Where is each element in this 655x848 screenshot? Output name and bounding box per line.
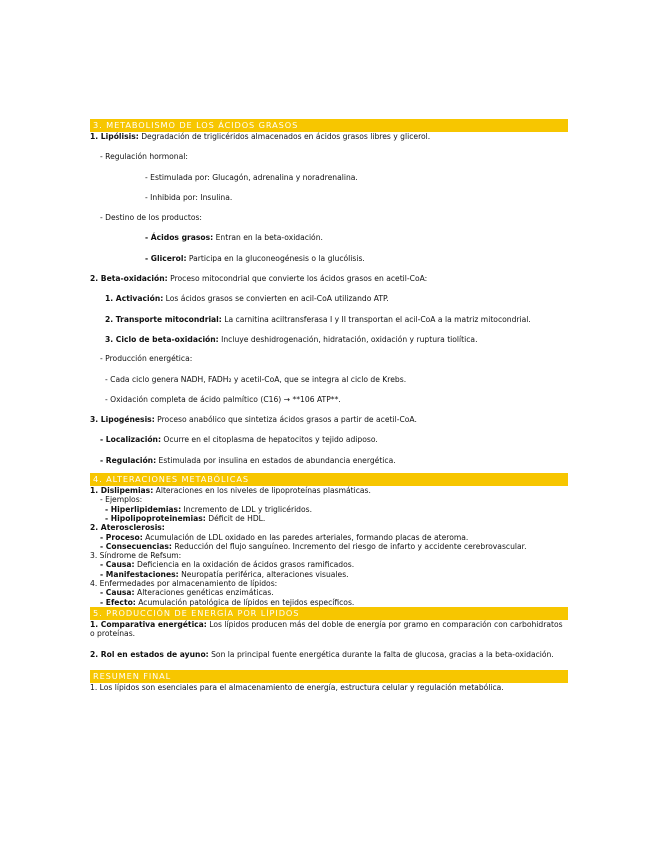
causa-refsum-item: - Causa: Deficiencia en la oxidación de ácidos grasos ramificados.	[100, 560, 355, 570]
regulacion-lipogenesis-item: - Regulación: Estimulada por insulina en estados de abundancia energética.	[100, 455, 396, 465]
consecuencias-item: - Consecuencias: Reducción del flujo sanguíneo. Incremento del riesgo de infarto y accidente cerebrovascular.	[100, 541, 527, 551]
aterosclerosis-item: 2. Aterosclerosis:	[90, 523, 165, 533]
proceso-item: - Proceso: Acumulación de LDL oxidado en las paredes arteriales, formando placas de ateroma.	[100, 532, 469, 542]
acidos-grasos-item: - Ácidos grasos: Entran en la beta-oxidación.	[145, 233, 323, 243]
inhibida-item: - Inhibida por: Insulina.	[145, 192, 233, 202]
efecto-item: - Efecto: Acumulación patológica de lípidos en tejidos específicos.	[100, 597, 355, 607]
document-page	[90, 119, 568, 692]
produccion-energetica: - Producción energética:	[100, 354, 193, 364]
destino-productos: - Destino de los productos:	[100, 213, 202, 223]
transporte-item: 2. Transporte mitocondrial: La carnitina aciltransferasa I y II transportan el acil-CoA a la matriz mitocondrial.	[105, 314, 531, 324]
beta-oxidacion-item: 2. Beta-oxidación: Proceso mitocondrial que convierte los ácidos grasos en acetil-CoA:	[90, 274, 428, 284]
resumen-header: RESUMEN FINAL	[90, 670, 568, 683]
rol-ayuno-item: 2. Rol en estados de ayuno: Son la principal fuente energética durante la falta de glucosa, gracias a la beta-oxidación.	[90, 649, 554, 659]
section-4-header: 4. ALTERACIONES METABÓLICAS	[90, 473, 568, 486]
activacion-item: 1. Activación: Los ácidos grasos se convierten en acil-CoA utilizando ATP.	[105, 294, 389, 304]
section-3-header: 3. METABOLISMO DE LOS ÁCIDOS GRASOS	[90, 119, 568, 132]
estimulada-item: - Estimulada por: Glucagón, adrenalina y noradrenalina.	[145, 172, 358, 182]
lipolisis-item: 1. Lipólisis: Degradación de triglicéridos almacenados en ácidos grasos libres y glicerol.	[90, 132, 431, 141]
cada-ciclo-item: - Cada ciclo genera NADH, FADH₂ y acetil-CoA, que se integra al ciclo de Krebs.	[105, 374, 407, 384]
manifestaciones-item: - Manifestaciones: Neuropatía periférica, alteraciones visuales.	[100, 569, 349, 579]
comparativa-item: 1. Comparativa energética: Los lípidos producen más del doble de energía por gramo en comparación con carbohidratos o proteínas.	[90, 619, 563, 639]
regulacion-hormonal: - Regulación hormonal:	[100, 152, 188, 162]
localizacion-item: - Localización: Ocurre en el citoplasma de hepatocitos y tejido adiposo.	[100, 435, 378, 445]
resumen-item: 1. Los lípidos son esenciales para el almacenamiento de energía, estructura celular y regulación metabólica.	[90, 682, 504, 692]
ciclo-item: 3. Ciclo de beta-oxidación: Incluye deshidrogenación, hidratación, oxidación y ruptura tiolítica.	[105, 334, 478, 344]
glicerol-item: - Glicerol: Participa en la gluconeogénesis o la glucólisis.	[145, 253, 365, 263]
ejemplos-item: - Ejemplos:	[100, 495, 143, 505]
enfermedades-almacenamiento-item: 4. Enfermedades por almacenamiento de lípidos:	[90, 579, 278, 589]
oxidacion-palmitico-item: - Oxidación completa de ácido palmítico (C16) → **106 ATP**.	[105, 394, 341, 404]
lipogenesis-item: 3. Lipogénesis: Proceso anabólico que sintetiza ácidos grasos a partir de acetil-CoA.	[90, 415, 417, 425]
section-5-header: 5. PRODUCCIÓN DE ENERGÍA POR LÍPIDOS	[90, 607, 568, 620]
hiperlipidemias-item: - Hiperlipidemias: Incremento de LDL y triglicéridos.	[105, 504, 313, 514]
hipolipoproteinemias-item: - Hipolipoproteinemias: Déficit de HDL.	[105, 513, 266, 523]
dislipemias-item: 1. Dislipemias: Alteraciones en los niveles de lipoproteínas plasmáticas.	[90, 486, 371, 496]
causa-almacenamiento-item: - Causa: Alteraciones genéticas enzimáticas.	[100, 588, 274, 598]
refsum-item: 3. Síndrome de Refsum:	[90, 551, 182, 561]
